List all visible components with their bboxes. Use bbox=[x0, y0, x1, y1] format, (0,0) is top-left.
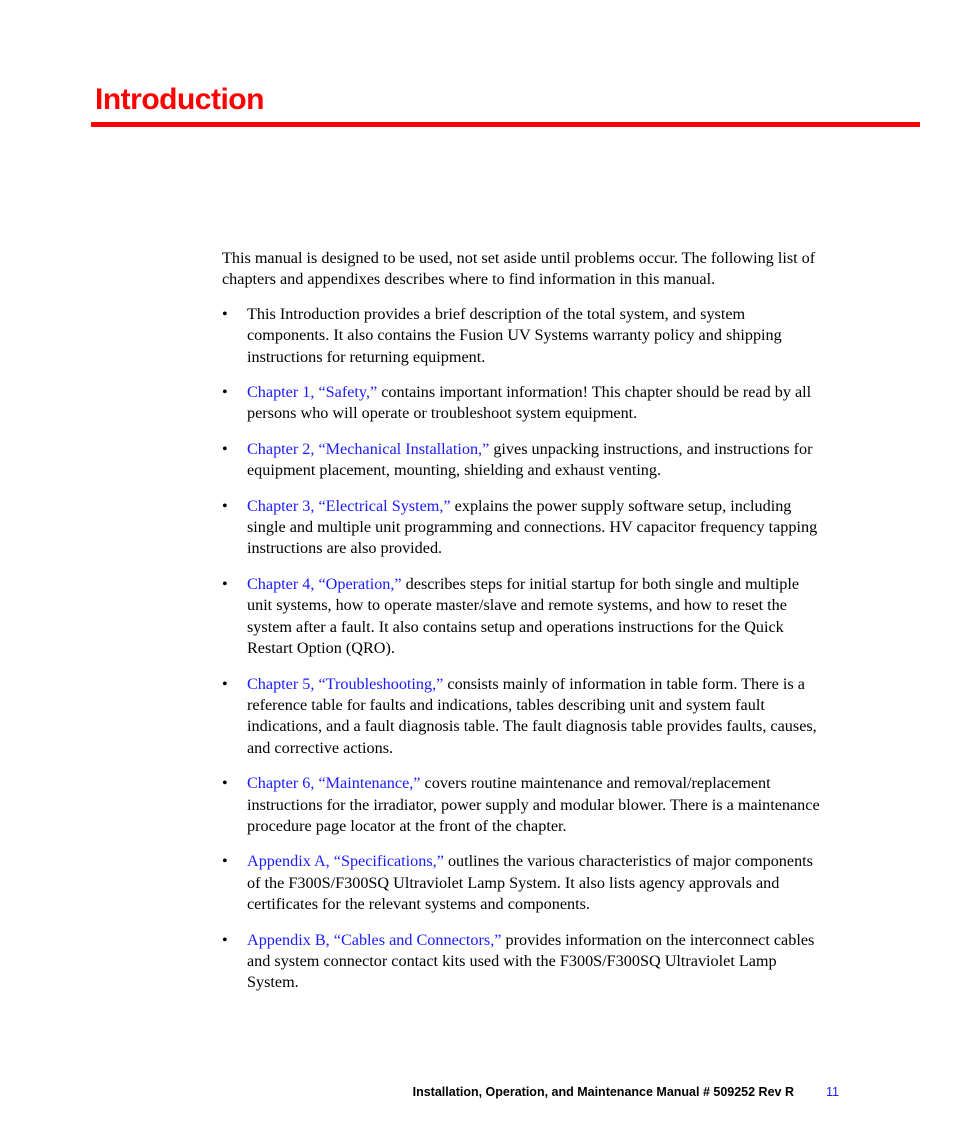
list-item-cables-connectors bbox=[222, 930, 824, 994]
list-item-troubleshooting bbox=[222, 674, 824, 760]
bullet: • bbox=[222, 383, 228, 402]
appendix-a-link[interactable]: Appendix A, “Specifications,” bbox=[247, 852, 444, 871]
bullet: • bbox=[222, 774, 228, 793]
bullet: • bbox=[222, 304, 228, 323]
bullet: • bbox=[222, 574, 228, 593]
content-body bbox=[222, 248, 824, 1008]
list-item-operation bbox=[222, 574, 824, 660]
chapter-1-link[interactable]: Chapter 1, “Safety,” bbox=[247, 383, 378, 402]
chapter-2-link[interactable]: Chapter 2, “Mechanical Installation,” bbox=[247, 439, 490, 458]
footer-manual-title: Installation, Operation, and Maintenance Manual # 509252 Rev R bbox=[412, 1085, 794, 1099]
bullet: • bbox=[222, 496, 228, 515]
list-item-mechanical-installation bbox=[222, 439, 824, 482]
appendix-b-link[interactable]: Appendix B, “Cables and Connectors,” bbox=[247, 930, 502, 949]
chapter-3-link[interactable]: Chapter 3, “Electrical System,” bbox=[247, 496, 451, 515]
list-item-maintenance bbox=[222, 773, 824, 837]
bullet: • bbox=[222, 852, 228, 871]
page-number: 11 bbox=[826, 1085, 839, 1099]
list-item-electrical-system bbox=[222, 496, 824, 560]
list-item-introduction bbox=[222, 304, 824, 368]
list-item-text: provides information on the interconnect cables and system connector contact kits used with the F300S/F300SQ Ultraviolet Lamp System. bbox=[247, 930, 815, 992]
chapter-6-link[interactable]: Chapter 6, “Maintenance,” bbox=[247, 774, 421, 793]
list-item-text: gives unpacking instructions, and instructions for equipment placement, mounting, shielding and exhaust venting. bbox=[247, 439, 813, 480]
bullet: • bbox=[222, 439, 228, 458]
list-item-specifications bbox=[222, 851, 824, 915]
list-item-text: explains the power supply software setup, including single and multiple unit programming and connections. HV capacitor frequency tapping instructions are also provided. bbox=[247, 496, 818, 558]
chapter-list bbox=[222, 304, 824, 994]
list-item-safety bbox=[222, 382, 824, 425]
chapter-4-link[interactable]: Chapter 4, “Operation,” bbox=[247, 574, 402, 593]
list-item-text: contains important information! This chapter should be read by all persons who will operate or troubleshoot system equipment. bbox=[247, 383, 812, 423]
intro-paragraph: This manual is designed to be used, not set aside until problems occur. The following list of chapters and appendixes describes where to find information in this manual. bbox=[222, 249, 816, 289]
list-item-text: outlines the various characteristics of major components of the F300S/F300SQ Ultraviolet Lamp System. It also lists agency approvals and certificates for the relevant systems and components. bbox=[247, 852, 813, 914]
list-item-text: This Introduction provides a brief description of the total system, and system components. It also contains the Fusion UV Systems warranty policy and shipping instructions for returning equipment. bbox=[247, 304, 782, 366]
list-item-text: consists mainly of information in table form. There is a reference table for faults and indications, tables describing unit and system fault indications, and a fault diagnosis table. The fault diagnosis table provides faults, causes, and corrective actions. bbox=[247, 674, 817, 757]
chapter-title: Introduction bbox=[95, 83, 264, 116]
chapter-5-link[interactable]: Chapter 5, “Troubleshooting,” bbox=[247, 674, 444, 693]
bullet: • bbox=[222, 674, 228, 693]
bullet: • bbox=[222, 930, 228, 949]
list-item-text: describes steps for initial startup for both single and multiple unit systems, how to operate master/slave and remote systems, and how to reset the system after a fault. It also contains setup and operations instructions for the Quick Restart Option (QRO). bbox=[247, 574, 800, 658]
list-item-text: covers routine maintenance and removal/replacement instructions for the irradiator, power supply and modular blower. There is a maintenance procedure page locator at the front of the chapter. bbox=[247, 774, 820, 835]
title-rule bbox=[91, 122, 920, 127]
page-footer bbox=[0, 1082, 954, 1102]
